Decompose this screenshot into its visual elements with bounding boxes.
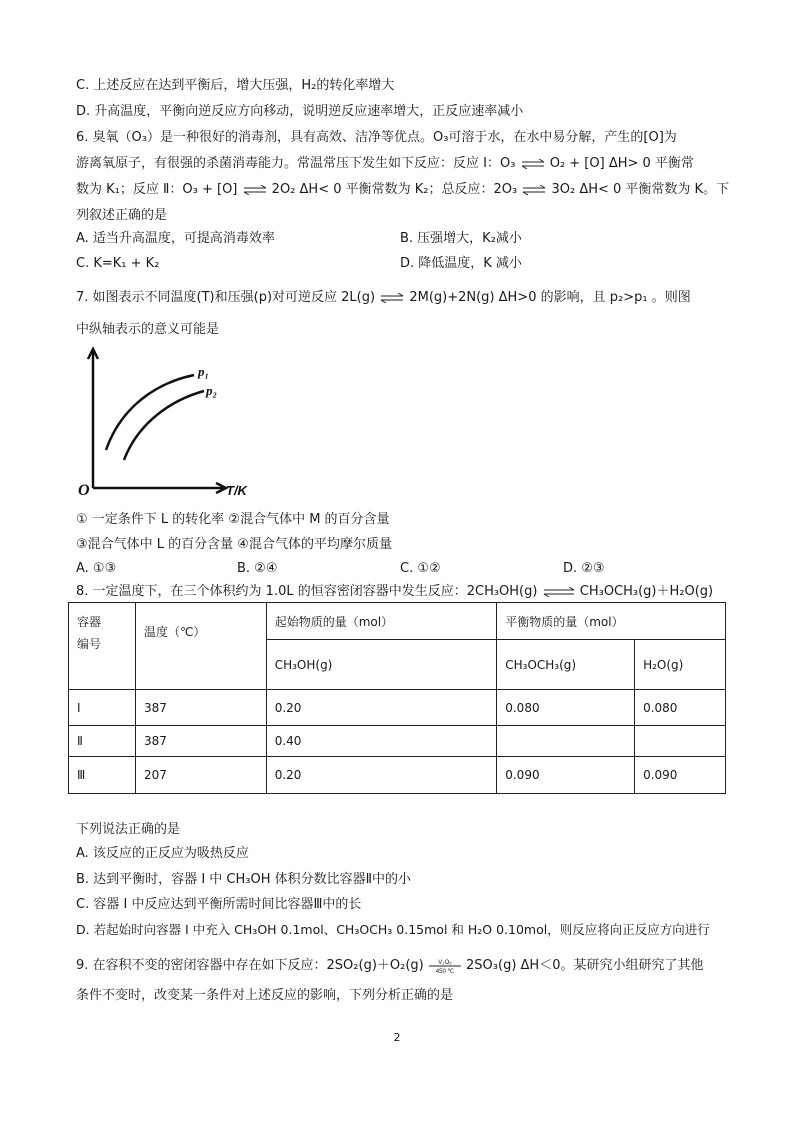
q7-option-a: A. ①③ bbox=[76, 561, 117, 576]
q6-line3-part-c: 3O₂ ΔH< 0 平衡常数为 K。下 bbox=[551, 182, 730, 197]
q7-items-1-2: ① 一定条件下 L 的转化率 ②混合气体中 M 的百分含量 bbox=[76, 512, 390, 527]
q6-stem-line1: 6. 臭氧（O₃）是一种很好的消毒剂，具有高效、洁净等优点。O₃可溶于水，在水中易分解，产生的[O]为 bbox=[76, 130, 677, 145]
q7-stem-line1 bbox=[76, 288, 691, 308]
cell-h2o: 0.080 bbox=[635, 690, 726, 726]
q7-items-3-4: ③混合气体中 L 的百分含量 ④混合气体的平均摩尔质量 bbox=[76, 537, 392, 552]
catalyst-top-label: V₂O₅ bbox=[438, 959, 452, 966]
q7-line1-part-a: 7. 如图表示不同温度(T)和压强(p)对可逆反应 2L(g) bbox=[76, 290, 376, 305]
q6-option-b: B. 压强增大，K₂减小 bbox=[400, 231, 522, 246]
q8-stem-line1 bbox=[76, 582, 713, 602]
curve-p2-label: p₂ bbox=[206, 383, 218, 398]
header-equilibrium-amount: 平衡物质的量（mol） bbox=[497, 603, 726, 640]
origin-label: O bbox=[78, 482, 90, 499]
header-ch3och3: CH₃OCH₃(g) bbox=[497, 640, 635, 690]
header-h2o: H₂O(g) bbox=[635, 640, 726, 690]
equilibrium-arrow-icon bbox=[542, 587, 576, 597]
q9-stem-line1 bbox=[76, 956, 703, 976]
cell-temperature: 207 bbox=[135, 757, 266, 794]
table-row bbox=[69, 690, 726, 726]
cell-ch3och3 bbox=[497, 726, 635, 757]
q6-stem-line3 bbox=[76, 180, 729, 200]
curve-p1 bbox=[106, 375, 194, 450]
cell-ch3oh: 0.20 bbox=[266, 757, 497, 794]
q7-option-c: C. ①② bbox=[400, 561, 441, 576]
q7-line1-part-b: 2M(g)+2N(g) ΔH>0 的影响，且 p₂>p₁ 。则图 bbox=[409, 290, 691, 305]
q5-option-d: D. 升高温度，平衡向逆反应方向移动，说明逆反应速率增大，正反应速率减小 bbox=[76, 104, 524, 119]
cell-ch3och3: 0.080 bbox=[497, 690, 635, 726]
equilibrium-arrow-icon bbox=[520, 159, 546, 169]
q9-line1-part-b: 2SO₃(g) ΔH＜0。某研究小组研究了其他 bbox=[466, 958, 704, 973]
q5-option-c: C. 上述反应在达到平衡后，增大压强，H₂的转化率增大 bbox=[76, 78, 395, 93]
q8-option-c: C. 容器 I 中反应达到平衡所需时间比容器Ⅲ中的长 bbox=[76, 897, 362, 912]
curve-p2 bbox=[124, 391, 204, 460]
cell-container-id: Ⅱ bbox=[69, 726, 136, 757]
cell-temperature: 387 bbox=[135, 690, 266, 726]
header-initial-amount: 起始物质的量（mol） bbox=[266, 603, 497, 640]
q6-option-c: C. K=K₁ + K₂ bbox=[76, 256, 160, 271]
q7-graph bbox=[76, 345, 266, 500]
cell-h2o bbox=[635, 726, 726, 757]
cell-container-id: Ⅲ bbox=[69, 757, 136, 794]
catalyst-bottom-label: 450 ℃ bbox=[435, 968, 455, 974]
header-ch3oh: CH₃OH(g) bbox=[266, 640, 497, 690]
cell-container-id: I bbox=[69, 690, 136, 726]
x-axis-label: T/K bbox=[226, 483, 247, 498]
page-number: 2 bbox=[393, 1031, 401, 1044]
q8-option-d: D. 若起始时向容器 I 中充入 CH₃OH 0.1mol、CH₃OCH₃ 0.15mol 和 H₂O 0.10mol，则反应将向正反应方向进行 bbox=[76, 922, 710, 937]
q8-line1-part-b: CH₃OCH₃(g)＋H₂O(g) bbox=[579, 584, 714, 599]
q6-line2-part-b: O₂ + [O] ΔH> 0 平衡常 bbox=[549, 156, 694, 171]
q8-data-table bbox=[68, 602, 726, 794]
cell-h2o: 0.090 bbox=[635, 757, 726, 794]
header-temperature: 温度（℃） bbox=[135, 603, 266, 690]
q8-option-b: B. 达到平衡时，容器 I 中 CH₃OH 体积分数比容器Ⅱ中的小 bbox=[76, 872, 412, 887]
equilibrium-arrow-icon bbox=[242, 185, 268, 195]
equilibrium-arrow-icon bbox=[521, 185, 547, 195]
q9-stem-line2: 条件不变时，改变某一条件对上述反应的影响，下列分析正确的是 bbox=[76, 988, 454, 1003]
q6-option-a: A. 适当升高温度，可提高消毒效率 bbox=[76, 231, 275, 246]
curve-p1-label: p₁ bbox=[198, 364, 210, 379]
table-row bbox=[69, 726, 726, 757]
cell-temperature: 387 bbox=[135, 726, 266, 757]
q9-line1-part-a: 9. 在容积不变的密闭容器中存在如下反应：2SO₂(g)＋O₂(g) bbox=[76, 958, 424, 973]
q6-option-d: D. 降低温度，K 减小 bbox=[400, 256, 522, 271]
q8-line1-part-a: 8. 一定温度下，在三个体积约为 1.0L 的恒容密闭容器中发生反应：2CH₃OH(g) bbox=[76, 584, 538, 599]
q8-option-a: A. 该反应的正反应为吸热反应 bbox=[76, 846, 249, 861]
cell-ch3och3: 0.090 bbox=[497, 757, 635, 794]
cell-ch3oh: 0.20 bbox=[266, 690, 497, 726]
q6-stem-line2 bbox=[76, 154, 694, 174]
table-row bbox=[69, 757, 726, 794]
q8-prompt: 下列说法正确的是 bbox=[76, 822, 181, 837]
equilibrium-arrow-icon bbox=[379, 293, 405, 303]
q7-option-d: D. ②③ bbox=[563, 561, 605, 576]
q6-line2-part-a: 游离氧原子，有很强的杀菌消毒能力。常温常压下发生如下反应：反应 Ⅰ：O₃ bbox=[76, 156, 516, 171]
header-container-id: 容器编号 bbox=[69, 603, 136, 690]
cell-ch3oh: 0.40 bbox=[266, 726, 497, 757]
q6-line3-part-b: 2O₂ ΔH< 0 平衡常数为 K₂；总反应：2O₃ bbox=[271, 182, 518, 197]
q7-stem-line2: 中纵轴表示的意义可能是 bbox=[76, 322, 220, 337]
q6-stem-line4: 列叙述正确的是 bbox=[76, 208, 168, 223]
q6-line3-part-a: 数为 K₁；反应 Ⅱ：O₃ + [O] bbox=[76, 182, 238, 197]
catalyst-arrow-icon bbox=[428, 958, 462, 974]
q7-option-b: B. ②④ bbox=[237, 561, 278, 576]
